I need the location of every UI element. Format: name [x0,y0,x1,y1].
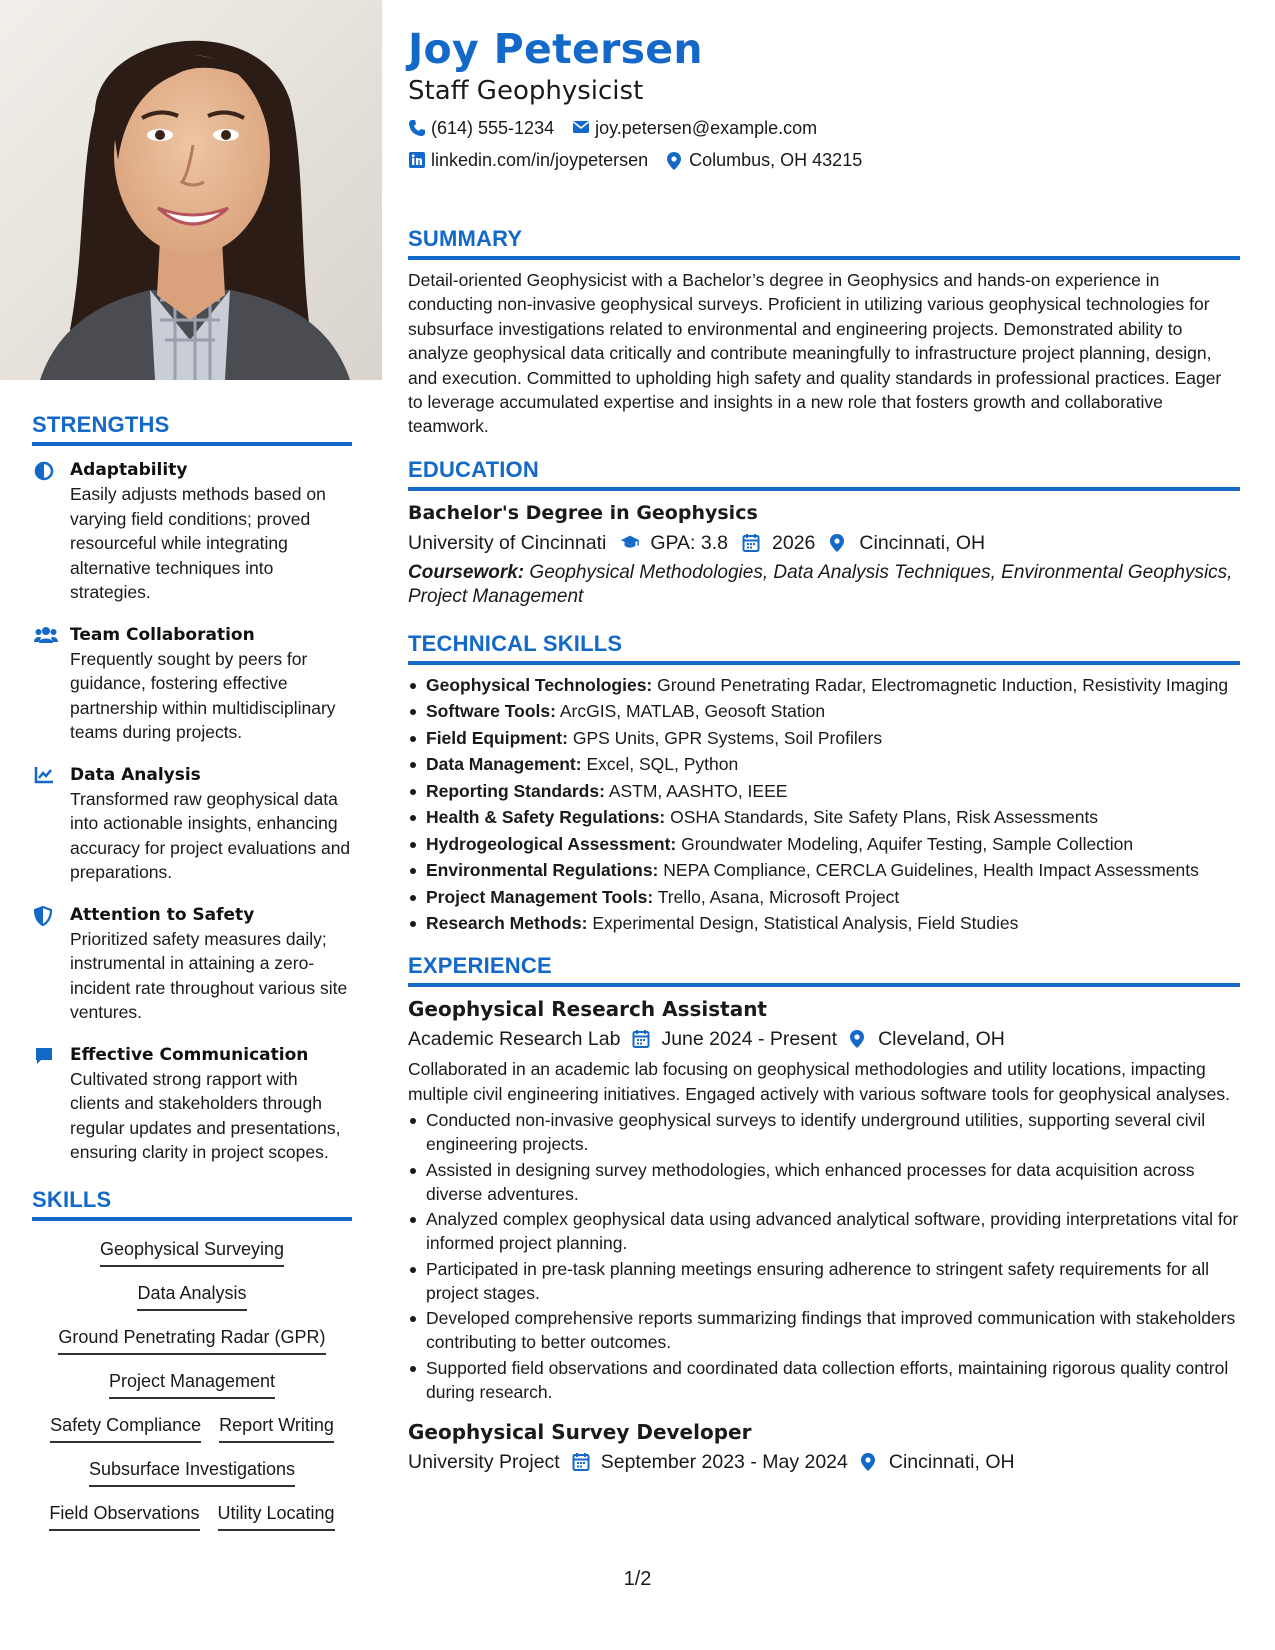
school-location [829,527,985,559]
organization-text: Academic Research Lab [408,1028,621,1051]
chart-line-icon [34,766,56,786]
skill-tag: Safety Compliance [50,1415,201,1443]
position-bullets [408,1108,1240,1404]
position-location [860,1446,1015,1478]
right-column [408,24,1240,1478]
strength-title: Attention to Safety [70,904,255,925]
left-content [32,412,352,1531]
skills-section [32,1187,352,1531]
map-marker-icon [860,1452,880,1472]
experience-section [408,953,1240,1477]
users-icon [34,626,56,646]
list-item [408,779,1240,803]
list-item: Assisted in designing survey methodologies, which enhanced processes for data acquisition across diverse adventures. [408,1158,1240,1206]
school-text: University of Cincinnati [408,531,607,554]
skill-value: GPS Units, GPR Systems, Soil Profilers [572,727,883,748]
skill-label: Health & Safety Regulations: [426,807,666,828]
coursework-text: Geophysical Methodologies, Data Analysis Techniques, Environmental Geophysics, Project Management [408,561,1233,607]
list-item [408,885,1240,909]
skill-value: Trello, Asana, Microsoft Project [657,886,900,907]
strength-item [32,458,352,605]
school-name [408,527,606,559]
position-title: Geophysical Research Assistant [408,997,767,1022]
phone-icon [408,119,426,137]
organization [408,1023,620,1055]
school-location-text: Cincinnati, OH [859,531,986,554]
education-meta [408,527,1240,559]
skill-value: ASTM, AASHTO, IEEE [608,780,788,801]
skill-value: Experimental Design, Statistical Analysis, Field Studies [592,913,1019,934]
calendar-icon [742,533,762,553]
position-location [849,1023,1005,1055]
map-marker-icon [829,533,849,553]
location-text: Columbus, OH 43215 [689,150,863,170]
candidate-name: Joy Petersen [408,25,703,73]
map-marker-icon [849,1029,869,1049]
experience-heading: EXPERIENCE [408,953,1240,987]
list-item: Participated in pre-task planning meetings ensuring adherence to stringent safety requirements for all project stages. [408,1257,1240,1305]
position-location-text: Cleveland, OH [878,1028,1005,1051]
skill-value: Ground Penetrating Radar, Electromagnetic Induction, Resistivity Imaging [657,674,1229,695]
phone-text: (614) 555-1234 [431,118,555,138]
skill-label: Reporting Standards: [426,780,605,801]
list-item [408,673,1240,697]
contact-row [408,144,1240,176]
organization [408,1446,560,1478]
position-location-text: Cincinnati, OH [888,1450,1015,1473]
dates-text: September 2023 - May 2024 [600,1450,848,1473]
envelope-icon [572,119,590,137]
skill-value: NEPA Compliance, CERCLA Guidelines, Health Impact Assessments [663,860,1199,881]
strength-item [32,903,352,1025]
year-text: 2026 [772,531,816,554]
skill-label: Hydrogeological Assessment: [426,833,677,854]
skill-value: Excel, SQL, Python [586,754,739,775]
phone-contact[interactable] [408,112,554,144]
adjust-icon [34,461,56,481]
list-item [408,726,1240,750]
strength-description: Cultivated strong rapport with clients and stakeholders through regular updates and presentations, ensuring clarity in project scopes. [70,1068,341,1162]
list-item: Developed comprehensive reports summarizing findings that improved communication with stakeholders contributing to better outcomes. [408,1306,1240,1354]
dates-text: June 2024 - Present [661,1028,838,1051]
skill-value: Groundwater Modeling, Aquifer Testing, Sample Collection [681,833,1134,854]
linkedin-text: linkedin.com/in/joypetersen [431,150,649,170]
list-item [408,752,1240,776]
skill-tag: Utility Locating [218,1503,335,1531]
graduation-year [742,527,815,559]
skill-tag: Data Analysis [137,1283,246,1311]
list-item: Supported field observations and coordinated data collection efforts, maintaining rigorous quality control during research. [408,1356,1240,1404]
skill-tag: Geophysical Surveying [100,1239,284,1267]
education-heading: EDUCATION [408,457,1240,491]
skill-value: ArcGIS, MATLAB, Geosoft Station [559,701,826,722]
strength-item [32,763,352,885]
list-item [408,699,1240,723]
skill-label: Data Management: [426,754,582,775]
skill-tag: Project Management [109,1371,275,1399]
summary-heading: SUMMARY [408,226,1240,260]
graduation-cap-icon [620,533,640,553]
skill-label: Geophysical Technologies: [426,674,653,695]
profile-photo [0,0,382,380]
strength-description: Prioritized safety measures daily; instrumental in attaining a zero-incident rate throughout various site ventures. [70,928,348,1022]
gpa-text: GPA: 3.8 [650,531,729,554]
technical-skills-list [408,673,1240,936]
list-item [408,805,1240,829]
degree-title: Bachelor's Degree in Geophysics [408,501,758,524]
experience-entry [408,1418,1240,1478]
technical-skills-heading: TECHNICAL SKILLS [408,631,1240,665]
skill-label: Project Management Tools: [426,886,654,907]
list-item [408,832,1240,856]
location-contact [666,144,862,176]
list-item [408,858,1240,882]
email-text: joy.petersen@example.com [595,118,818,138]
skills-list [32,1233,352,1531]
education-section [408,457,1240,609]
summary-text: Detail-oriented Geophysicist with a Bachelor’s degree in Geophysics and hands-on experience in conducting non-invasive geophysical surveys. Proficient in utilizing various geophysical technologies for subsurface investigations related to environmental and engineering projects. Demonstrated ability to analyze geophysical data critically and contribute meaningfully to infrastructure project planning, design, and execution. Committed to upholding high safety and quality standards in professional practices. Eager to leverage accumulated expertise and insights in a new role that fosters growth and collaborative teamwork. [408,270,1222,437]
linkedin-contact[interactable] [408,144,648,176]
strengths-heading: STRENGTHS [32,412,352,446]
calendar-icon [572,1452,592,1472]
strength-item [32,1043,352,1165]
skill-tag: Field Observations [49,1503,199,1531]
list-item [408,911,1240,935]
job-title: Staff Geophysicist [408,76,644,106]
strength-description: Transformed raw geophysical data into actionable insights, enhancing accuracy for project evaluations and preparations. [70,788,351,882]
dates [572,1446,848,1478]
strength-item [32,623,352,745]
position-intro: Collaborated in an academic lab focusing on geophysical methodologies and utility locations, impacting multiple civil engineering initiatives. Engaged actively with various software tools for geophysical analyses. [408,1059,1230,1104]
skill-tag: Ground Penetrating Radar (GPR) [58,1327,325,1355]
skill-label: Research Methods: [426,913,588,934]
skill-label: Field Equipment: [426,727,568,748]
technical-skills-section [408,631,1240,936]
map-marker-icon [666,151,684,169]
gpa [620,527,728,559]
skill-value: OSHA Standards, Site Safety Plans, Risk Assessments [670,807,1099,828]
skills-heading: SKILLS [32,1187,352,1221]
linkedin-icon [408,151,426,169]
skill-tag: Report Writing [219,1415,334,1443]
skill-label: Environmental Regulations: [426,860,659,881]
left-column [0,0,382,1650]
position-meta [408,1446,1240,1478]
coursework-label: Coursework: [408,561,525,583]
coursework [408,561,1240,609]
strength-description: Frequently sought by peers for guidance, fostering effective partnership within multidisciplinary teams during projects. [70,648,336,742]
contact-row [408,112,1240,144]
email-contact[interactable] [572,112,817,144]
comment-icon [34,1046,56,1066]
strength-title: Adaptability [70,460,188,480]
strength-title: Team Collaboration [70,624,255,645]
skill-tag: Subsurface Investigations [89,1459,295,1487]
position-meta [408,1023,1240,1055]
list-item: Conducted non-invasive geophysical surveys to identify underground utilities, supporting several civil engineering projects. [408,1108,1240,1156]
shield-icon [34,906,56,926]
list-item: Analyzed complex geophysical data using advanced analytical software, providing interpretations vital for informed project planning. [408,1207,1240,1255]
experience-entry [408,995,1240,1403]
position-title: Geophysical Survey Developer [408,1419,752,1444]
strength-title: Data Analysis [70,764,201,785]
strength-description: Easily adjusts methods based on varying field conditions; proved resourceful while integrating alternative techniques into strategies. [70,484,326,602]
summary-section [408,226,1240,439]
organization-text: University Project [408,1450,560,1473]
page-number: 1/2 [623,1568,652,1590]
strength-title: Effective Communication [70,1044,309,1065]
dates [632,1023,837,1055]
calendar-icon [632,1029,652,1049]
skill-label: Software Tools: [426,701,556,722]
